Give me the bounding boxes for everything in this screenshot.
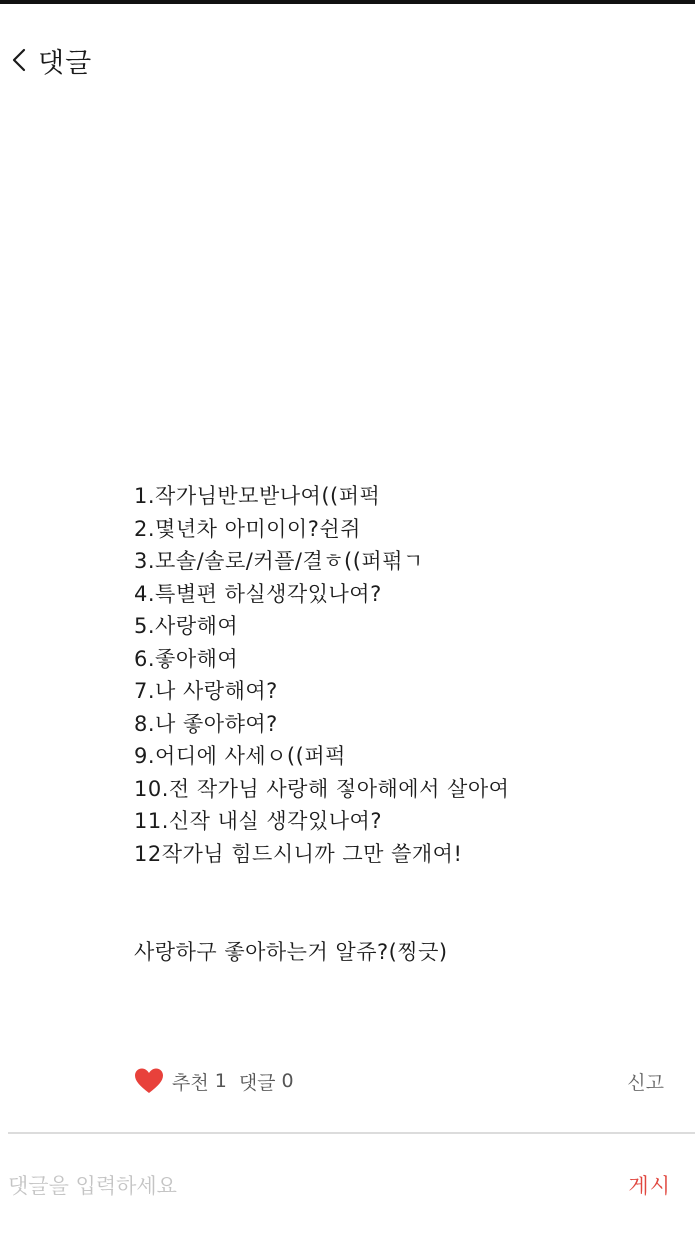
like-button[interactable] <box>134 1067 227 1095</box>
like-label: 추천 <box>172 1071 209 1094</box>
comment-line: 10.전 작가님 사랑해 젛아해에서 살아여 <box>134 776 510 801</box>
comment-line: 8.나 좋아햐여? <box>134 711 278 736</box>
reply-button[interactable]: 댓글 <box>238 1071 276 1094</box>
back-button[interactable] <box>8 40 92 80</box>
comment-line: 6.좋아해여 <box>134 646 239 671</box>
report-button[interactable]: 신고 <box>627 1071 664 1094</box>
page-title: 댓글 <box>38 47 93 79</box>
comment-line: 12작가님 힘드시니까 그만 쓸개여! <box>134 841 463 866</box>
heart-icon <box>134 1067 164 1095</box>
status-bar <box>0 0 695 4</box>
comment-closing-line: 사랑하구 좋아하는거 알쥬?(찡긋) <box>134 940 448 964</box>
comment-line: 7.나 사랑해여? <box>134 679 278 703</box>
comment-line: 5.사랑해여 <box>134 614 239 638</box>
comment-line: 4.특별편 하실생각있나여? <box>134 581 382 606</box>
post-button[interactable]: 게시 <box>628 1174 671 1198</box>
divider <box>8 1132 695 1134</box>
comment-input[interactable] <box>8 1164 568 1208</box>
comment-body <box>134 480 674 968</box>
comment-line: 11.신작 내실 생각있나여? <box>134 809 382 833</box>
comment-input-bar <box>0 1140 695 1235</box>
comment-line: 1.작가님반모받나여((퍼퍽 <box>134 484 381 508</box>
comment-action-row <box>134 1063 664 1099</box>
comment-line: 3.모솔/솔로/커플/결ㅎ((퍼퍾ㄱ <box>134 549 424 573</box>
comment-line: 2.몇년차 아미이이?쉰쥐 <box>134 516 361 541</box>
header <box>0 30 695 90</box>
comment-line: 9.어디에 사세ㅇ((퍼퍽 <box>134 744 346 768</box>
chevron-left-icon <box>8 46 30 74</box>
reply-count: 0 <box>281 1070 294 1092</box>
like-count: 1 <box>214 1070 227 1092</box>
